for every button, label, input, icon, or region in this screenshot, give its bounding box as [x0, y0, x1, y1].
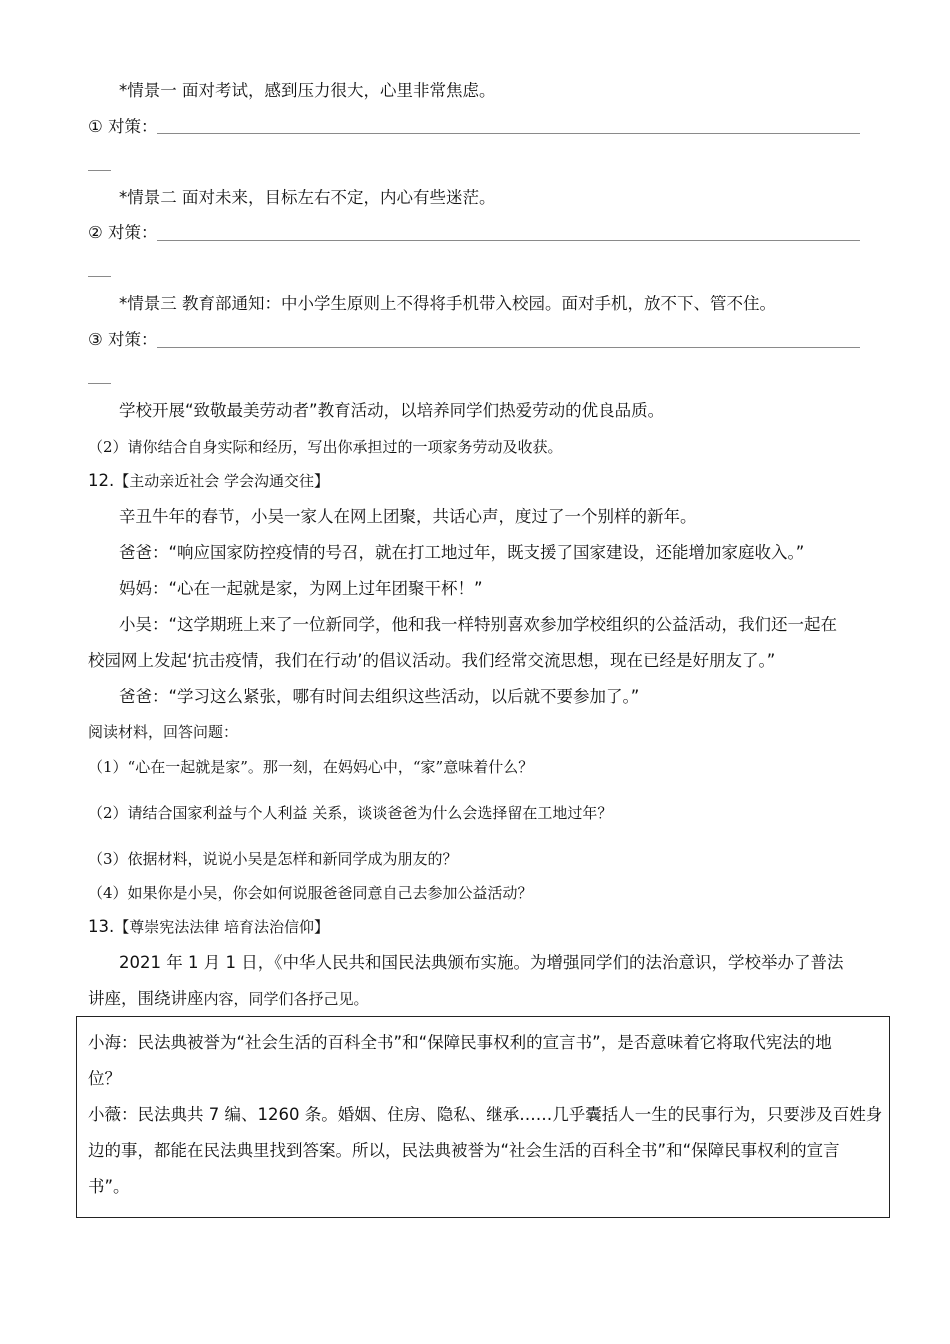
q12-question-2: （2）请结合国家利益与个人利益 关系，谈谈爸爸为什么会选择留在工地过年？ [88, 804, 613, 822]
q12-wu-quote-line-2: 校园网上发起‘抗击疫情，我们在行动’的倡议活动。我们经常交流思想，现在已经是好朋友了。” [88, 651, 776, 670]
answer-label-1: ① 对策： [88, 117, 158, 136]
q13-box-line-5: 书”。 [88, 1177, 130, 1196]
answer-line-1[interactable] [157, 133, 860, 134]
labor-intro: 学校开展“致敬最美劳动者”教育活动，以培养同学们热爱劳动的优良品质。 [119, 401, 665, 420]
q13-box-line-1: 小海：民法典被誉为“社会生活的百科全书”和“保障民事权利的宣言书”，是否意味着它将取代宪法的地 [88, 1033, 832, 1052]
q12-wu-quote-line-1: 小吴：“这学期班上来了一位新同学，他和我一样特别喜欢参加学校组织的公益活动，我们还一起在 [119, 615, 838, 634]
q12-heading [88, 470, 329, 493]
q13-intro-line-2 [88, 988, 369, 1011]
q12-title: 【主动亲近社会 学会沟通交往】 [114, 472, 330, 490]
q13-intro-line-1: 2021 年 1 月 1 日，《中华人民共和国民法典颁布实施。为增强同学们的法治意识，学校举办了普法 [119, 953, 844, 972]
q13-intro-line-2-part-b: 内容，同学们各抒己见。 [203, 990, 369, 1008]
answer-line-1-continuation [88, 170, 111, 171]
q13-heading [88, 916, 329, 939]
q12-mom-quote: 妈妈：“心在一起就是家，为网上过年团聚干杯！” [119, 579, 483, 598]
scenario-1-text: *情景一 面对考试，感到压力很大，心里非常焦虑。 [119, 81, 496, 100]
q12-question-1: （1）“心在一起就是家”。那一刻，在妈妈心中，“家”意味着什么？ [88, 758, 534, 776]
q13-box-line-3: 小薇：民法典共 7 编、1260 条。婚姻、住房、隐私、继承……几乎囊括人一生的民事行为，只要涉及百姓身 [88, 1105, 883, 1124]
answer-line-3-continuation [88, 383, 111, 384]
q12-question-4: （4）如果你是小吴，你会如何说服爸爸同意自己去参加公益活动？ [88, 884, 533, 902]
answer-line-2[interactable] [157, 240, 860, 241]
q13-title: 【尊崇宪法法律 培育法治信仰】 [114, 918, 330, 936]
q12-prompt: 阅读材料，回答问题： [88, 723, 239, 741]
q12-number: 12. [88, 471, 115, 490]
labor-question-2: （2）请你结合自身实际和经历，写出你承担过的一项家务劳动及收获。 [88, 438, 563, 456]
q12-question-3: （3）依据材料，说说小吴是怎样和新同学成为朋友的？ [88, 850, 458, 868]
q12-paragraph: 辛丑牛年的春节，小吴一家人在网上团聚，共话心声，度过了一个别样的新年。 [119, 507, 697, 526]
q12-dad-quote-2: 爸爸：“学习这么紧张，哪有时间去组织这些活动，以后就不要参加了。” [119, 687, 640, 706]
q13-box-line-2: 位？ [88, 1069, 121, 1088]
q13-intro-line-2-part-a: 讲座，围绕讲座 [88, 989, 204, 1008]
q12-dad-quote-1: 爸爸：“响应国家防控疫情的号召，就在打工地过年，既支援了国家建设，还能增加家庭收入。” [119, 543, 805, 562]
q13-dialogue-box [76, 1016, 890, 1218]
answer-label-2: ② 对策： [88, 223, 158, 242]
q13-number: 13. [88, 917, 115, 936]
answer-label-3: ③ 对策： [88, 330, 158, 349]
q13-box-line-4: 边的事，都能在民法典里找到答案。所以，民法典被誉为“社会生活的百科全书”和“保障民事权利的宣言 [88, 1141, 840, 1160]
answer-line-3[interactable] [157, 347, 860, 348]
answer-line-2-continuation [88, 276, 111, 277]
scenario-3-text: *情景三 教育部通知：中小学生原则上不得将手机带入校园。面对手机，放不下、管不住。 [119, 294, 776, 313]
scenario-2-text: *情景二 面对未来，目标左右不定，内心有些迷茫。 [119, 188, 496, 207]
